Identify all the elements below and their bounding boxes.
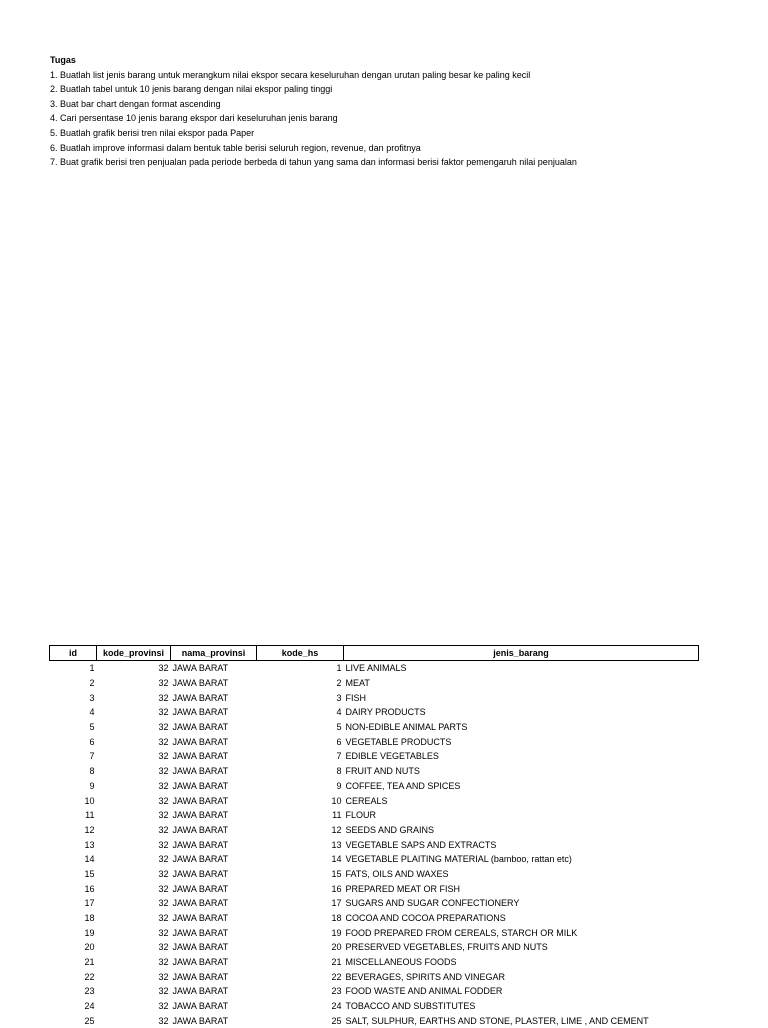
cell-kode-provinsi: 32 xyxy=(97,764,171,779)
cell-kode-provinsi: 32 xyxy=(97,867,171,882)
cell-nama-provinsi: JAWA BARAT xyxy=(171,749,257,764)
cell-nama-provinsi: JAWA BARAT xyxy=(171,661,257,676)
task-item: 4. Cari persentase 10 jenis barang ekspor dari keseluruhan jenis barang xyxy=(50,111,577,126)
cell-kode-hs: 1 xyxy=(257,661,344,676)
cell-kode-hs: 4 xyxy=(257,705,344,720)
cell-id: 23 xyxy=(50,984,97,999)
cell-id: 24 xyxy=(50,999,97,1014)
cell-kode-hs: 21 xyxy=(257,955,344,970)
cell-kode-hs: 10 xyxy=(257,793,344,808)
cell-kode-hs: 25 xyxy=(257,1014,344,1028)
cell-kode-provinsi: 32 xyxy=(97,779,171,794)
cell-id: 5 xyxy=(50,720,97,735)
header-jenis-barang: jenis_barang xyxy=(344,646,699,661)
cell-kode-hs: 15 xyxy=(257,867,344,882)
task-item: 6. Buatlah improve informasi dalam bentuk table berisi seluruh region, revenue, dan profitnya xyxy=(50,141,577,156)
cell-kode-provinsi: 32 xyxy=(97,881,171,896)
cell-nama-provinsi: JAWA BARAT xyxy=(171,690,257,705)
cell-kode-provinsi: 32 xyxy=(97,823,171,838)
cell-id: 20 xyxy=(50,940,97,955)
table-row xyxy=(50,764,699,779)
cell-id: 11 xyxy=(50,808,97,823)
cell-kode-hs: 18 xyxy=(257,911,344,926)
header-kode-hs: kode_hs xyxy=(257,646,344,661)
cell-id: 19 xyxy=(50,925,97,940)
cell-id: 9 xyxy=(50,779,97,794)
cell-jenis-barang: EDIBLE VEGETABLES xyxy=(344,749,699,764)
export-table xyxy=(49,645,699,1028)
cell-id: 3 xyxy=(50,690,97,705)
task-list xyxy=(50,53,577,170)
cell-kode-hs: 12 xyxy=(257,823,344,838)
cell-nama-provinsi: JAWA BARAT xyxy=(171,676,257,691)
table-row xyxy=(50,955,699,970)
cell-kode-provinsi: 32 xyxy=(97,793,171,808)
table-row xyxy=(50,720,699,735)
table-row xyxy=(50,749,699,764)
cell-jenis-barang: NON-EDIBLE ANIMAL PARTS xyxy=(344,720,699,735)
cell-jenis-barang: FISH xyxy=(344,690,699,705)
task-title: Tugas xyxy=(50,53,577,68)
cell-kode-provinsi: 32 xyxy=(97,734,171,749)
header-nama-provinsi: nama_provinsi xyxy=(171,646,257,661)
cell-jenis-barang: SEEDS AND GRAINS xyxy=(344,823,699,838)
table-row xyxy=(50,867,699,882)
cell-jenis-barang: SALT, SULPHUR, EARTHS AND STONE, PLASTER, LIME , AND CEMENT xyxy=(344,1014,699,1028)
table-row xyxy=(50,661,699,676)
cell-jenis-barang: MISCELLANEOUS FOODS xyxy=(344,955,699,970)
cell-nama-provinsi: JAWA BARAT xyxy=(171,837,257,852)
cell-id: 12 xyxy=(50,823,97,838)
cell-id: 4 xyxy=(50,705,97,720)
task-item: 2. Buatlah tabel untuk 10 jenis barang dengan nilai ekspor paling tinggi xyxy=(50,82,577,97)
cell-nama-provinsi: JAWA BARAT xyxy=(171,984,257,999)
cell-kode-provinsi: 32 xyxy=(97,925,171,940)
cell-kode-provinsi: 32 xyxy=(97,705,171,720)
cell-nama-provinsi: JAWA BARAT xyxy=(171,705,257,720)
cell-jenis-barang: MEAT xyxy=(344,676,699,691)
task-item: 3. Buat bar chart dengan format ascending xyxy=(50,97,577,112)
cell-kode-hs: 22 xyxy=(257,969,344,984)
cell-nama-provinsi: JAWA BARAT xyxy=(171,779,257,794)
cell-nama-provinsi: JAWA BARAT xyxy=(171,793,257,808)
cell-nama-provinsi: JAWA BARAT xyxy=(171,808,257,823)
cell-nama-provinsi: JAWA BARAT xyxy=(171,999,257,1014)
cell-kode-hs: 16 xyxy=(257,881,344,896)
cell-id: 13 xyxy=(50,837,97,852)
header-kode-provinsi: kode_provinsi xyxy=(97,646,171,661)
cell-nama-provinsi: JAWA BARAT xyxy=(171,823,257,838)
cell-jenis-barang: FLOUR xyxy=(344,808,699,823)
table-row xyxy=(50,852,699,867)
cell-kode-hs: 7 xyxy=(257,749,344,764)
cell-jenis-barang: LIVE ANIMALS xyxy=(344,661,699,676)
table-row xyxy=(50,823,699,838)
cell-nama-provinsi: JAWA BARAT xyxy=(171,969,257,984)
cell-kode-hs: 24 xyxy=(257,999,344,1014)
cell-nama-provinsi: JAWA BARAT xyxy=(171,764,257,779)
cell-nama-provinsi: JAWA BARAT xyxy=(171,955,257,970)
cell-kode-provinsi: 32 xyxy=(97,749,171,764)
cell-id: 10 xyxy=(50,793,97,808)
table-row xyxy=(50,896,699,911)
cell-kode-provinsi: 32 xyxy=(97,896,171,911)
table-header-row xyxy=(50,646,699,661)
cell-nama-provinsi: JAWA BARAT xyxy=(171,940,257,955)
cell-nama-provinsi: JAWA BARAT xyxy=(171,867,257,882)
cell-id: 15 xyxy=(50,867,97,882)
cell-id: 16 xyxy=(50,881,97,896)
header-id: id xyxy=(50,646,97,661)
cell-id: 2 xyxy=(50,676,97,691)
cell-kode-provinsi: 32 xyxy=(97,808,171,823)
cell-jenis-barang: FOOD PREPARED FROM CEREALS, STARCH OR MILK xyxy=(344,925,699,940)
cell-jenis-barang: BEVERAGES, SPIRITS AND VINEGAR xyxy=(344,969,699,984)
table-row xyxy=(50,1014,699,1028)
table-row xyxy=(50,984,699,999)
table-row xyxy=(50,940,699,955)
cell-kode-hs: 9 xyxy=(257,779,344,794)
table-row xyxy=(50,705,699,720)
table-row xyxy=(50,676,699,691)
cell-jenis-barang: VEGETABLE PLAITING MATERIAL (bamboo, rattan etc) xyxy=(344,852,699,867)
table-row xyxy=(50,793,699,808)
cell-kode-hs: 5 xyxy=(257,720,344,735)
cell-nama-provinsi: JAWA BARAT xyxy=(171,896,257,911)
cell-id: 6 xyxy=(50,734,97,749)
cell-kode-hs: 17 xyxy=(257,896,344,911)
table-row xyxy=(50,837,699,852)
cell-jenis-barang: FATS, OILS AND WAXES xyxy=(344,867,699,882)
cell-kode-hs: 14 xyxy=(257,852,344,867)
cell-jenis-barang: FRUIT AND NUTS xyxy=(344,764,699,779)
task-item: 1. Buatlah list jenis barang untuk merangkum nilai ekspor secara keseluruhan dengan urutan paling besar ke paling kecil xyxy=(50,68,577,83)
cell-kode-provinsi: 32 xyxy=(97,911,171,926)
cell-nama-provinsi: JAWA BARAT xyxy=(171,734,257,749)
cell-kode-provinsi: 32 xyxy=(97,676,171,691)
table-row xyxy=(50,911,699,926)
cell-id: 25 xyxy=(50,1014,97,1028)
cell-kode-hs: 20 xyxy=(257,940,344,955)
cell-kode-hs: 19 xyxy=(257,925,344,940)
cell-jenis-barang: VEGETABLE SAPS AND EXTRACTS xyxy=(344,837,699,852)
cell-kode-hs: 6 xyxy=(257,734,344,749)
cell-id: 17 xyxy=(50,896,97,911)
cell-kode-provinsi: 32 xyxy=(97,1014,171,1028)
cell-jenis-barang: FOOD WASTE AND ANIMAL FODDER xyxy=(344,984,699,999)
table-body xyxy=(50,661,699,1028)
table-row xyxy=(50,969,699,984)
cell-jenis-barang: SUGARS AND SUGAR CONFECTIONERY xyxy=(344,896,699,911)
cell-nama-provinsi: JAWA BARAT xyxy=(171,720,257,735)
cell-nama-provinsi: JAWA BARAT xyxy=(171,925,257,940)
cell-kode-hs: 8 xyxy=(257,764,344,779)
cell-id: 21 xyxy=(50,955,97,970)
cell-id: 8 xyxy=(50,764,97,779)
cell-jenis-barang: CEREALS xyxy=(344,793,699,808)
cell-jenis-barang: PREPARED MEAT OR FISH xyxy=(344,881,699,896)
task-item: 5. Buatlah grafik berisi tren nilai ekspor pada Paper xyxy=(50,126,577,141)
cell-id: 14 xyxy=(50,852,97,867)
cell-kode-provinsi: 32 xyxy=(97,690,171,705)
cell-kode-hs: 23 xyxy=(257,984,344,999)
table-row xyxy=(50,779,699,794)
table-row xyxy=(50,690,699,705)
cell-kode-provinsi: 32 xyxy=(97,940,171,955)
cell-kode-hs: 11 xyxy=(257,808,344,823)
cell-nama-provinsi: JAWA BARAT xyxy=(171,911,257,926)
cell-jenis-barang: VEGETABLE PRODUCTS xyxy=(344,734,699,749)
cell-jenis-barang: PRESERVED VEGETABLES, FRUITS AND NUTS xyxy=(344,940,699,955)
cell-kode-provinsi: 32 xyxy=(97,955,171,970)
table-row xyxy=(50,808,699,823)
cell-kode-provinsi: 32 xyxy=(97,837,171,852)
cell-kode-hs: 2 xyxy=(257,676,344,691)
cell-nama-provinsi: JAWA BARAT xyxy=(171,881,257,896)
table-row xyxy=(50,734,699,749)
cell-kode-provinsi: 32 xyxy=(97,969,171,984)
cell-kode-hs: 3 xyxy=(257,690,344,705)
cell-kode-hs: 13 xyxy=(257,837,344,852)
cell-id: 7 xyxy=(50,749,97,764)
table-row xyxy=(50,881,699,896)
cell-jenis-barang: COCOA AND COCOA PREPARATIONS xyxy=(344,911,699,926)
cell-jenis-barang: DAIRY PRODUCTS xyxy=(344,705,699,720)
cell-kode-provinsi: 32 xyxy=(97,984,171,999)
cell-id: 22 xyxy=(50,969,97,984)
cell-kode-provinsi: 32 xyxy=(97,661,171,676)
cell-id: 18 xyxy=(50,911,97,926)
task-item: 7. Buat grafik berisi tren penjualan pada periode berbeda di tahun yang sama dan informasi berisi faktor pemengaruh nilai penjualan xyxy=(50,155,577,170)
cell-nama-provinsi: JAWA BARAT xyxy=(171,1014,257,1028)
cell-kode-provinsi: 32 xyxy=(97,852,171,867)
table-row xyxy=(50,925,699,940)
cell-jenis-barang: TOBACCO AND SUBSTITUTES xyxy=(344,999,699,1014)
cell-id: 1 xyxy=(50,661,97,676)
table-row xyxy=(50,999,699,1014)
cell-kode-provinsi: 32 xyxy=(97,999,171,1014)
cell-jenis-barang: COFFEE, TEA AND SPICES xyxy=(344,779,699,794)
cell-kode-provinsi: 32 xyxy=(97,720,171,735)
cell-nama-provinsi: JAWA BARAT xyxy=(171,852,257,867)
